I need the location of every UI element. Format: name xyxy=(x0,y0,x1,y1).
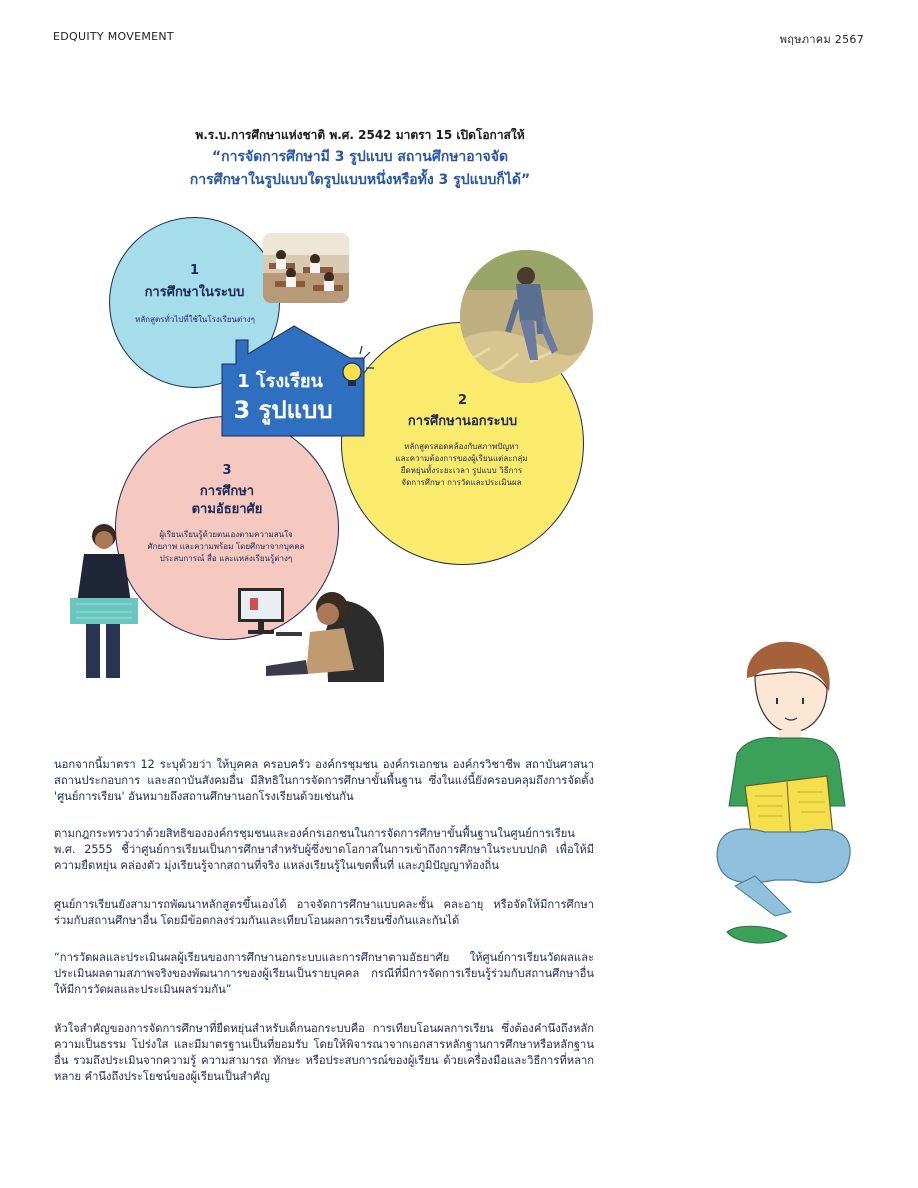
title-line: การศึกษา xyxy=(199,484,255,499)
law-quote-line1: “การจัดการศึกษามี 3 รูปแบบ สถานศึกษาอาจจัด xyxy=(211,149,509,165)
circle-number: 3 xyxy=(222,463,232,478)
student-with-poster-photo xyxy=(66,520,142,680)
law-quote-line2: การศึกษาในรูปแบบใดรูปแบบหนึ่งหรือทั้ง 3 รูปแบบก็ได้” xyxy=(189,172,531,188)
law-quote xyxy=(120,146,600,192)
circle-number: 1 xyxy=(189,263,200,278)
badge-line2: 3 รูปแบบ xyxy=(233,396,333,424)
body-paragraph: “การวัดผลและประเมินผลผู้เรียนของการศึกษานอกระบบและการศึกษาตามอัธยาศัย ให้ศูนย์การเรียนวัดผลและประเมินผลตามสภาพจริงของพัฒนาการของผู้เรียนเป็นรายบุคคล กรณีที่มีการจัดการเรียนรู้ร่วมกับสถานศึกษาอื่น ให้มีการวัดผลและประเมินผลร่วมกัน” xyxy=(54,951,594,996)
magazine-name: EDQUITY MOVEMENT xyxy=(53,30,174,43)
desc-line: และความต้องการของผู้เรียนแต่ละกลุ่ม xyxy=(395,454,528,463)
circle-description: หลักสูตรทั่วไปที่ใช้ในโรงเรียนต่างๆ xyxy=(135,315,255,324)
farmer-field-photo xyxy=(460,250,593,383)
badge-line1: 1 โรงเรียน xyxy=(237,371,323,392)
desc-line: ยืดหยุ่นทั้งระยะเวลา รูปแบบ วิธีการ xyxy=(400,466,523,475)
issue-date: พฤษภาคม 2567 xyxy=(779,33,864,46)
desc-line: หลักสูตรสอดคล้องกับสภาพปัญหา xyxy=(404,442,519,451)
body-paragraph: นอกจากนี้มาตรา 12 ระบุด้วยว่า ให้บุคคล ครอบครัว องค์กรชุมชน องค์กรเอกชน องค์กรวิชาชีพ สถาบันศาสนา สถานประกอบการ และสถาบันสังคมอื่น มีสิทธิในการจัดการศึกษาขั้นพื้นฐาน ซึ่งในแง่นี้ยังครอบคลุมถึงการจัดตั้ง 'ศูนย์การเรียน' อันหมายถึงสถานศึกษานอกโรงเรียนด้วยเช่นกัน xyxy=(54,758,594,803)
desc-line: ประสบการณ์ สื่อ และแหล่งเรียนรู้ต่างๆ xyxy=(159,554,293,563)
circle-description xyxy=(128,529,324,565)
desc-line: ผู้เรียนเรียนรู้ด้วยตนเองตามความสนใจ xyxy=(159,530,293,539)
desc-line: ศักยภาพ และความพร้อม โดยศึกษาจากบุคคล xyxy=(147,542,305,551)
boy-reading-illustration xyxy=(715,636,855,956)
circle-number: 2 xyxy=(457,393,468,408)
circle-description xyxy=(374,441,549,489)
body-paragraph: ศูนย์การเรียนยังสามารถพัฒนาหลักสูตรขึ้นเองได้ อาจจัดการศึกษาแบบคละชั้น คละอายุ หรือจัดให้มีการศึกษาร่วมกับสถานศึกษาอื่น โดยมีข้อตกลงร่วมกันและเทียบโอนผลการเรียนซึ่งกันและกันได้ xyxy=(54,898,594,927)
desc-line: จัดการศึกษา การวัดและประเมินผล xyxy=(401,478,522,487)
circle-title: การศึกษาในระบบ xyxy=(144,285,245,300)
law-citation: พ.ร.บ.การศึกษาแห่งชาติ พ.ศ. 2542 มาตรา 15 เปิดโอกาสให้ xyxy=(195,128,525,142)
body-paragraph: หัวใจสำคัญของการจัดการศึกษาที่ยืดหยุ่นสำหรับเด็กนอกระบบคือ การเทียบโอนผลการเรียน ซึ่งต้องคำนึงถึงหลักความเป็นธรรม โปร่งใส และมีมาตรฐานเป็นที่ยอมรับ โดยให้พิจารณาจากเอกสารหลักฐานการศึกษาหรือหลักฐานอื่น รวมถึงประเมินจากความรู้ ความสามารถ ทักษะ หรือประสบการณ์ของผู้เรียน ด้วยเครื่องมือและวิธีการที่หลากหลาย คำนึงถึงประโยชน์ของผู้เรียนเป็นสำคัญ xyxy=(54,1022,594,1083)
body-paragraph: ตามกฎกระทรวงว่าด้วยสิทธิขององค์กรชุมชนและองค์กรเอกชนในการจัดการศึกษาขั้นพื้นฐานในศูนย์การเรียน พ.ศ. 2555 ชี้ว่าศูนย์การเรียนเป็นการศึกษาสำหรับผู้ซึ่งขาดโอกาสในการเข้าถึงการศึกษาในระบบปกติ เพื่อให้มีความยืดหยุ่น คล่องตัว มุ่งเรียนรู้จากสถานที่จริง แหล่งเรียนรู้ในเขตพื้นที่ และภูมิปัญญาท้องถิ่น xyxy=(54,827,594,872)
circle-title xyxy=(116,483,338,519)
title-line: ตามอัธยาศัย xyxy=(191,502,263,517)
circle-title: การศึกษานอกระบบ xyxy=(407,414,518,429)
classroom-photo xyxy=(263,233,349,303)
student-at-computer-photo xyxy=(236,580,386,682)
